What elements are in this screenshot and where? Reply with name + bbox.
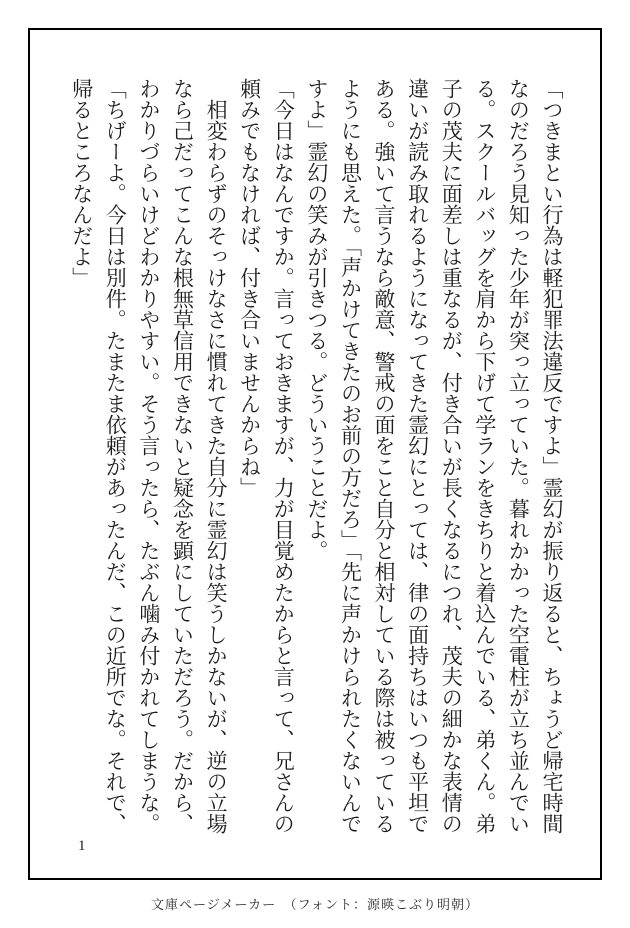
paragraph: 「今日はなんですか。言っておきますが、力が目覚めたからと言って、兄さんの頼みでもなければ、付き合いませんからね」 (237, 78, 296, 834)
paragraph: 「つきまとい行為は軽犯罪法違反ですよ」霊幻が振り返ると、ちょうど帰宅時間なのだろう見知った少年が突っ立っていた。暮れかかった空電柱が立ち並んでいる。スクールバッグを肩から下げて学ランをきちりと着込んでいる、弟くん。弟子の茂夫に面差しは重なるが、付き合いが長くなるにつれ、茂夫の細かな表情の違いが読み取れるようになってきた霊幻にとっては、律の面持ちはいつも平坦である。強いて言うなら敵意、警戒の面をこと自分と相対している際は被っているようにも思えた。「声かけてきたのお前の方だろ」「先に声かけられたくないんですよ」霊幻の笑みが引きつる。どういうことだよ。 (304, 78, 564, 834)
paragraph: 「ちげーよ。今日は別件。たまたま依頼があったんだ、この近所でな。それで、帰るところなんだよ」 (69, 78, 128, 834)
footer-caption: 文庫ページメーカー （フォント：源暎こぶり明朝） (151, 897, 479, 912)
vertical-text-body (64, 78, 568, 836)
paragraph: 相変わらずのそっけなさに慣れてきた自分に霊幻は笑うしかないが、逆の立場なら己だってこんな根無草信用できないと疑念を顕にしていただろう。だから、わかりづらいけどわかりやすい。そう言ったら、たぶん噛み付かれてしまうな。 (136, 78, 229, 834)
page-number: 1 (78, 838, 86, 854)
